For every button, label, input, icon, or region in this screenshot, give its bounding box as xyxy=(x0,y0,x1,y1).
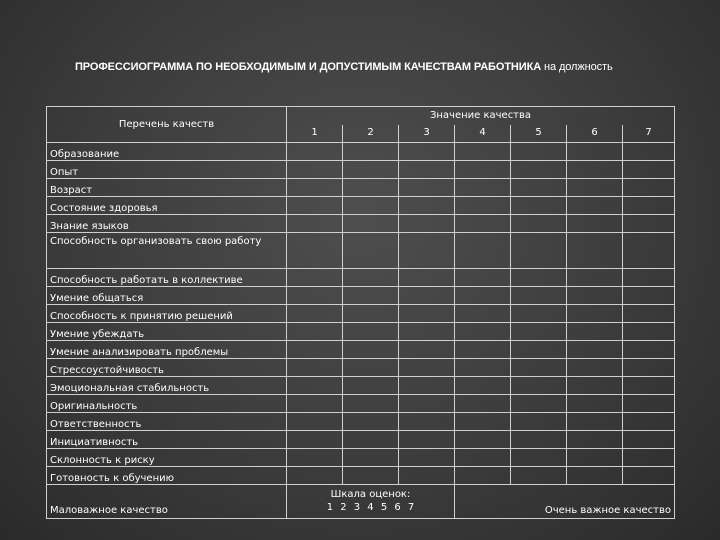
quality-label: Ответственность xyxy=(47,413,287,431)
rating-cell-1[interactable] xyxy=(287,233,343,269)
quality-label: Эмоциональная стабильность xyxy=(47,377,287,395)
rating-cell-1[interactable] xyxy=(287,395,343,413)
rating-cell-6[interactable] xyxy=(567,359,623,377)
rating-cell-4[interactable] xyxy=(455,287,511,305)
table-row xyxy=(47,377,675,395)
rating-cell-2[interactable] xyxy=(343,377,399,395)
quality-label: Готовность к обучению xyxy=(47,467,287,485)
rating-cell-5[interactable] xyxy=(511,287,567,305)
rating-cell-7[interactable] xyxy=(623,215,675,233)
rating-cell-5[interactable] xyxy=(511,179,567,197)
header-row-top xyxy=(47,107,675,125)
rating-cell-2[interactable] xyxy=(343,413,399,431)
rating-cell-5[interactable] xyxy=(511,431,567,449)
rating-cell-7[interactable] xyxy=(623,233,675,269)
scale-title: Шкала оценок: xyxy=(330,489,411,500)
rating-cell-4[interactable] xyxy=(455,269,511,287)
rating-cell-3[interactable] xyxy=(399,359,455,377)
rating-cell-3[interactable] xyxy=(399,395,455,413)
rating-cell-4[interactable] xyxy=(455,197,511,215)
rating-cell-1[interactable] xyxy=(287,143,343,161)
rating-cell-5[interactable] xyxy=(511,143,567,161)
rating-cell-4[interactable] xyxy=(455,449,511,467)
quality-label: Знание языков xyxy=(47,215,287,233)
rating-cell-4[interactable] xyxy=(455,179,511,197)
table-row xyxy=(47,305,675,323)
rating-cell-3[interactable] xyxy=(399,269,455,287)
rating-cell-1[interactable] xyxy=(287,377,343,395)
rating-cell-1[interactable] xyxy=(287,287,343,305)
title-tail: на должность xyxy=(544,61,613,73)
rating-cell-7[interactable] xyxy=(623,449,675,467)
rating-cell-4[interactable] xyxy=(455,341,511,359)
qualities-table xyxy=(46,106,675,519)
rating-cell-6[interactable] xyxy=(567,431,623,449)
rating-cell-5[interactable] xyxy=(511,197,567,215)
rating-cell-7[interactable] xyxy=(623,341,675,359)
rating-cell-7[interactable] xyxy=(623,143,675,161)
rating-cell-4[interactable] xyxy=(455,143,511,161)
table-row xyxy=(47,359,675,377)
rating-cell-6[interactable] xyxy=(567,179,623,197)
quality-label: Инициативность xyxy=(47,431,287,449)
rating-cell-7[interactable] xyxy=(623,359,675,377)
rating-cell-3[interactable] xyxy=(399,287,455,305)
rating-cell-7[interactable] xyxy=(623,287,675,305)
rating-cell-6[interactable] xyxy=(567,449,623,467)
rating-cell-2[interactable] xyxy=(343,287,399,305)
rating-cell-5[interactable] xyxy=(511,215,567,233)
rating-cell-2[interactable] xyxy=(343,323,399,341)
table-row xyxy=(47,233,675,269)
rating-cell-4[interactable] xyxy=(455,467,511,485)
rating-cell-5[interactable] xyxy=(511,467,567,485)
quality-label: Умение убеждать xyxy=(47,323,287,341)
rating-cell-5[interactable] xyxy=(511,233,567,269)
rating-cell-6[interactable] xyxy=(567,161,623,179)
rating-cell-3[interactable] xyxy=(399,449,455,467)
rating-cell-3[interactable] xyxy=(399,377,455,395)
scale-numbers: 1 2 3 4 5 6 7 xyxy=(326,502,415,513)
rating-cell-3[interactable] xyxy=(399,467,455,485)
table-row xyxy=(47,161,675,179)
rating-cell-1[interactable] xyxy=(287,305,343,323)
rating-cell-7[interactable] xyxy=(623,161,675,179)
rating-cell-6[interactable] xyxy=(567,323,623,341)
table-row xyxy=(47,269,675,287)
rating-cell-6[interactable] xyxy=(567,395,623,413)
rating-cell-3[interactable] xyxy=(399,215,455,233)
rating-cell-4[interactable] xyxy=(455,233,511,269)
quality-label: Опыт xyxy=(47,161,287,179)
rating-cell-7[interactable] xyxy=(623,323,675,341)
rating-cell-7[interactable] xyxy=(623,413,675,431)
rating-cell-4[interactable] xyxy=(455,395,511,413)
rating-cell-3[interactable] xyxy=(399,305,455,323)
rating-cell-2[interactable] xyxy=(343,269,399,287)
rating-cell-3[interactable] xyxy=(399,233,455,269)
rating-cell-6[interactable] xyxy=(567,413,623,431)
rating-cell-4[interactable] xyxy=(455,215,511,233)
title-main: ПРОФЕССИОГРАММА ПО НЕОБХОДИМЫМ И ДОПУСТИМЫМ КАЧЕСТВАМ РАБОТНИКА xyxy=(75,61,542,73)
rating-cell-5[interactable] xyxy=(511,395,567,413)
table-row xyxy=(47,467,675,485)
rating-cell-6[interactable] xyxy=(567,215,623,233)
scale-left-label: Маловажное качество xyxy=(47,485,287,519)
table-row xyxy=(47,287,675,305)
rating-cell-2[interactable] xyxy=(343,395,399,413)
rating-cell-1[interactable] xyxy=(287,449,343,467)
rating-cell-5[interactable] xyxy=(511,341,567,359)
rating-cell-7[interactable] xyxy=(623,377,675,395)
rating-cell-6[interactable] xyxy=(567,341,623,359)
value-header: Значение качества xyxy=(287,107,675,125)
rating-cell-7[interactable] xyxy=(623,305,675,323)
column-number-3: 3 xyxy=(399,125,455,143)
rating-cell-6[interactable] xyxy=(567,197,623,215)
rating-cell-2[interactable] xyxy=(343,431,399,449)
rating-cell-3[interactable] xyxy=(399,161,455,179)
quality-label: Умение анализировать проблемы xyxy=(47,341,287,359)
rating-cell-5[interactable] xyxy=(511,449,567,467)
rating-cell-3[interactable] xyxy=(399,197,455,215)
rating-cell-3[interactable] xyxy=(399,143,455,161)
rating-cell-1[interactable] xyxy=(287,341,343,359)
scale-right-label: Очень важное качество xyxy=(455,485,675,519)
column-number-1: 1 xyxy=(287,125,343,143)
table-row xyxy=(47,143,675,161)
rating-cell-4[interactable] xyxy=(455,377,511,395)
quality-label: Состояние здоровья xyxy=(47,197,287,215)
rating-cell-6[interactable] xyxy=(567,467,623,485)
rating-cell-4[interactable] xyxy=(455,323,511,341)
rating-cell-4[interactable] xyxy=(455,161,511,179)
rating-cell-4[interactable] xyxy=(455,305,511,323)
rating-cell-4[interactable] xyxy=(455,413,511,431)
rating-cell-1[interactable] xyxy=(287,413,343,431)
table-row xyxy=(47,431,675,449)
column-number-5: 5 xyxy=(511,125,567,143)
rating-cell-1[interactable] xyxy=(287,215,343,233)
rating-cell-3[interactable] xyxy=(399,179,455,197)
rating-cell-5[interactable] xyxy=(511,413,567,431)
rating-cell-4[interactable] xyxy=(455,431,511,449)
rating-cell-7[interactable] xyxy=(623,197,675,215)
quality-label: Способность к принятию решений xyxy=(47,305,287,323)
rating-cell-5[interactable] xyxy=(511,161,567,179)
table-row xyxy=(47,323,675,341)
column-number-6: 6 xyxy=(567,125,623,143)
quality-label: Образование xyxy=(47,143,287,161)
rating-cell-1[interactable] xyxy=(287,161,343,179)
rating-cell-6[interactable] xyxy=(567,269,623,287)
quality-label: Возраст xyxy=(47,179,287,197)
rating-cell-1[interactable] xyxy=(287,359,343,377)
rating-cell-2[interactable] xyxy=(343,467,399,485)
scale-row xyxy=(47,485,675,519)
rating-cell-7[interactable] xyxy=(623,467,675,485)
column-number-2: 2 xyxy=(343,125,399,143)
quality-label: Стрессоустойчивость xyxy=(47,359,287,377)
rating-cell-3[interactable] xyxy=(399,431,455,449)
rating-cell-6[interactable] xyxy=(567,377,623,395)
rating-cell-2[interactable] xyxy=(343,233,399,269)
rating-cell-2[interactable] xyxy=(343,179,399,197)
rating-cell-1[interactable] xyxy=(287,269,343,287)
rating-cell-2[interactable] xyxy=(343,449,399,467)
quality-label: Оригинальность xyxy=(47,395,287,413)
quality-label: Способность организовать свою работу xyxy=(47,233,287,269)
rating-cell-3[interactable] xyxy=(399,413,455,431)
rating-cell-2[interactable] xyxy=(343,341,399,359)
list-header: Перечень качеств xyxy=(47,107,287,143)
rating-cell-7[interactable] xyxy=(623,269,675,287)
rating-cell-1[interactable] xyxy=(287,431,343,449)
table-row xyxy=(47,197,675,215)
rating-cell-6[interactable] xyxy=(567,233,623,269)
quality-label: Умение общаться xyxy=(47,287,287,305)
table-row xyxy=(47,215,675,233)
rating-cell-6[interactable] xyxy=(567,143,623,161)
table-row xyxy=(47,449,675,467)
rating-cell-7[interactable] xyxy=(623,395,675,413)
quality-label: Склонность к риску xyxy=(47,449,287,467)
rating-cell-2[interactable] xyxy=(343,143,399,161)
rating-cell-6[interactable] xyxy=(567,305,623,323)
column-number-7: 7 xyxy=(623,125,675,143)
rating-cell-1[interactable] xyxy=(287,179,343,197)
rating-cell-5[interactable] xyxy=(511,269,567,287)
scale-legend xyxy=(287,485,455,519)
rating-cell-7[interactable] xyxy=(623,431,675,449)
rating-cell-4[interactable] xyxy=(455,359,511,377)
rating-cell-2[interactable] xyxy=(343,197,399,215)
table-row xyxy=(47,179,675,197)
table-row xyxy=(47,341,675,359)
rating-cell-5[interactable] xyxy=(511,359,567,377)
rating-cell-7[interactable] xyxy=(623,179,675,197)
rating-cell-2[interactable] xyxy=(343,305,399,323)
table-row xyxy=(47,413,675,431)
rating-cell-2[interactable] xyxy=(343,161,399,179)
rating-cell-2[interactable] xyxy=(343,359,399,377)
quality-label: Способность работать в коллективе xyxy=(47,269,287,287)
rating-cell-6[interactable] xyxy=(567,287,623,305)
rating-cell-1[interactable] xyxy=(287,197,343,215)
rating-cell-3[interactable] xyxy=(399,341,455,359)
rating-cell-5[interactable] xyxy=(511,377,567,395)
page-title xyxy=(75,61,705,73)
rating-cell-1[interactable] xyxy=(287,323,343,341)
rating-cell-1[interactable] xyxy=(287,467,343,485)
column-number-4: 4 xyxy=(455,125,511,143)
rating-cell-5[interactable] xyxy=(511,305,567,323)
rating-cell-5[interactable] xyxy=(511,323,567,341)
table-row xyxy=(47,395,675,413)
rating-cell-2[interactable] xyxy=(343,215,399,233)
rating-cell-3[interactable] xyxy=(399,323,455,341)
